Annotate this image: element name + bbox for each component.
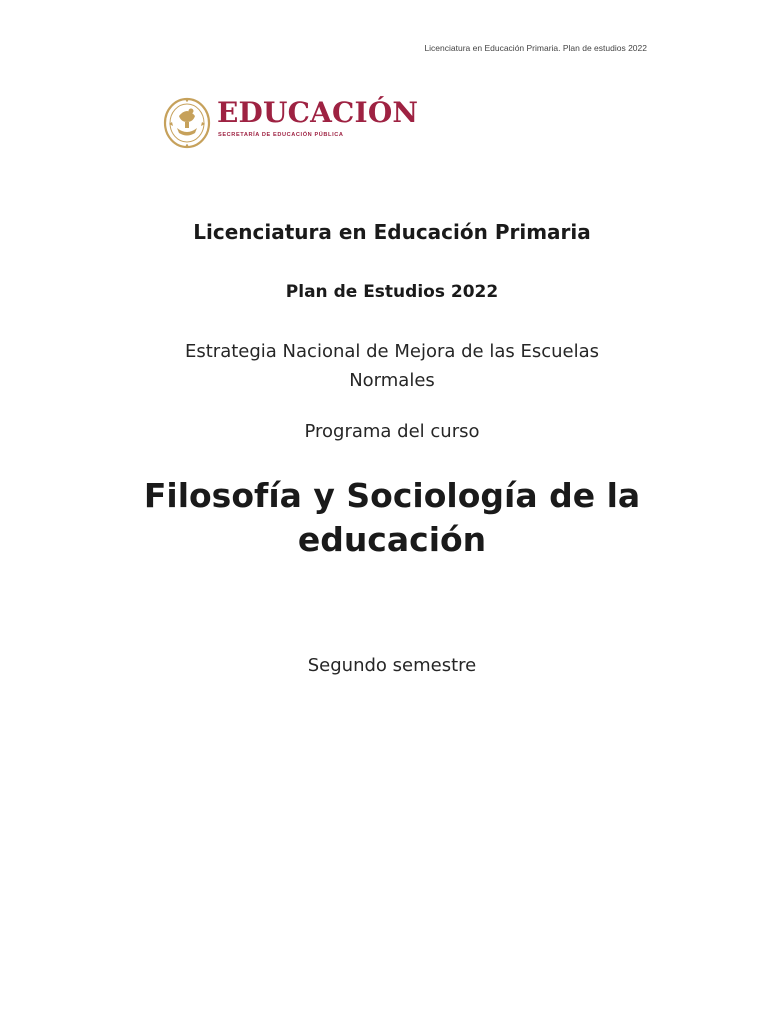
running-header: Licenciatura en Educación Primaria. Plan de estudios 2022 bbox=[424, 43, 647, 53]
strategy-text: Estrategia Nacional de Mejora de las Escuelas Normales bbox=[185, 341, 599, 391]
sep-logo bbox=[163, 92, 419, 152]
semester-label: Segundo semestre bbox=[307, 655, 477, 676]
course-title: Filosofía y Sociología de la educación bbox=[143, 476, 641, 559]
program-title: Licenciatura en Educación Primaria bbox=[193, 220, 591, 244]
course-label: Programa del curso bbox=[304, 421, 480, 442]
logo-subtitle: SECRETARÍA DE EDUCACIÓN PÚBLICA bbox=[218, 132, 344, 138]
mexican-coat-of-arms-seal-icon bbox=[163, 94, 213, 150]
plan-title: Plan de Estudios 2022 bbox=[285, 282, 499, 302]
logo-wordmark: EDUCACIÓN bbox=[217, 96, 419, 129]
